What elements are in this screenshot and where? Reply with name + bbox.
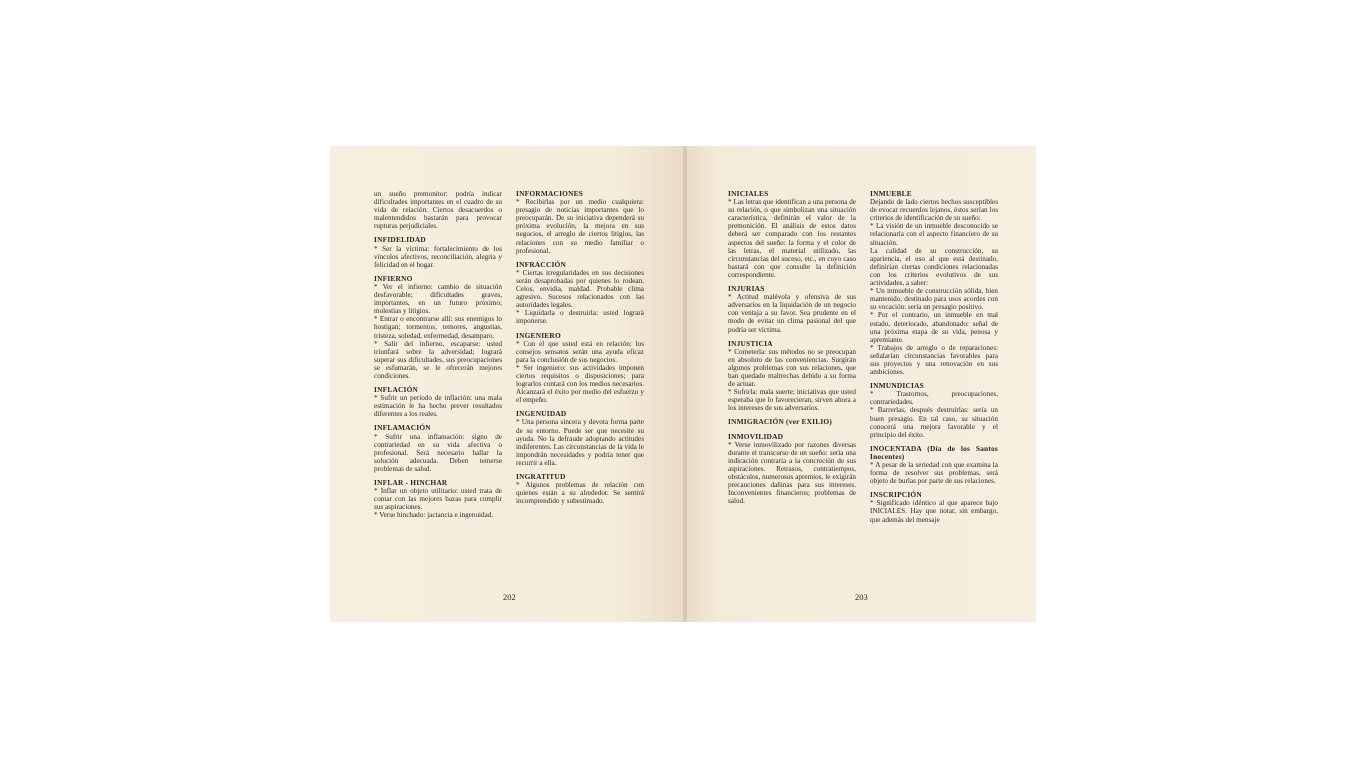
entry-heading: INJUSTICIA — [728, 338, 773, 348]
right-page — [685, 146, 1036, 622]
entry-text: * Una persona sincera y devota forma parte de su entorno. Puede ser que necesite su ayuda. No la defraude adoptando actitudes indiferentes. Las circunstancias de la vida le impondrán necesidades y podría tener que recurrir a ella. — [516, 418, 644, 467]
entry-text: * Por el contrario, un inmueble en mal estado, deteriorado, abandonado: señal de una próxima etapa de su vida, penosa y apremiante. — [870, 311, 998, 344]
entry-heading: INOCENTADA (Día de los Santos Inocentes) — [870, 443, 998, 461]
page-number: 202 — [503, 592, 516, 602]
entry-text: * A pesar de la seriedad con que examina la forma de resolver sus problemas, será objeto de burlas por parte de sus relaciones. — [870, 461, 998, 486]
entry-heading: INGENUIDAD — [516, 409, 567, 419]
page-number: 203 — [855, 592, 868, 602]
book-gutter — [683, 146, 687, 622]
entry-text: * Liquidarla o destruirla: usted logrará imponerse. — [516, 309, 644, 326]
entry-heading: INFLAMACIÓN — [374, 423, 431, 433]
entry-heading: INFLAR - HINCHAR — [374, 478, 448, 487]
entry-text: * Actitud malévola y ofensiva de sus adversarios en la liquidación de un negocio con ventaja a su favor. Sea prudente en el modo de evitar un clima pasional del que podría ser víctima. — [728, 293, 856, 334]
entry-heading: INGRATITUD — [516, 472, 566, 481]
entry-heading: INFORMACIONES — [516, 189, 584, 198]
entry-heading: INMUEBLE — [870, 189, 912, 198]
entry-text: * La visión de un inmueble desconocido se relacionaría con el aspecto financiero de su situación. — [870, 222, 998, 247]
left-page-column-2 — [516, 190, 644, 505]
open-book — [330, 146, 1036, 622]
entry-text: * Inflar un objeto utilitario: usted trata de contar con las mejores bazas para cumplir sus aspiraciones. — [374, 487, 502, 512]
right-page-column-1 — [728, 190, 856, 505]
entry-text: * Un inmueble de construcción sólida, bien mantenido, destinado para usos acordes con su vocación: sería un presagio positivo. — [870, 287, 998, 312]
entry-text: * Significado idéntico al que aparece bajo INICIALES. Hay que notar, sin embargo, que además del mensaje — [870, 499, 998, 524]
entry-text: * Entrar o encontrarse allí: sus enemigos lo hostigan; tormentos, temores, angustias, tristeza, soledad, enfermedad, desamparo. — [374, 315, 502, 340]
entry-text: * Ser la víctima: fortalecimiento de los vínculos afectivos, reconciliación, alegría y felicidad en el hogar. — [374, 244, 502, 269]
entry-text: * Barrerlas, después destruirlas: sería un buen presagio. En tal caso, su situación conocerá una mejora favorable y el principio del éxito. — [870, 406, 998, 439]
entry-text: La calidad de su construcción, su apariencia, el uso al que está destinado, definirían ciertas condiciones relacionadas con los criterios evolutivos de sus actividades, a saber: — [870, 246, 998, 288]
entry-text: Dejando de lado ciertos hechos susceptibles de evocar recuerdos lejanos, éstos serían los criterios de identificación de su sueño: — [870, 198, 998, 223]
entry-heading: INICIALES — [728, 189, 769, 198]
left-page — [330, 146, 685, 622]
entry-text: * Sufrir una inflamación: signo de contrariedad en su vida afectiva o profesional. Será necesario hallar la solución adecuada. Deben temerse problemas de salud. — [374, 432, 502, 473]
entry-heading: INSCRIPCIÓN — [870, 490, 922, 500]
entry-heading: INFLACIÓN — [374, 385, 419, 395]
entry-text: * Ciertas irregularidades en sus decisiones serán desaprobadas por quienes lo rodean. Celos, envidia, maldad. Probable clima agresivo. Sucesos relacionados con las autoridades legales. — [516, 268, 644, 310]
entry-text: * Trabajos de arreglo o de reparaciones: señalarían circunstancias favorables para sus proyectos y una renovación en sus ambiciones. — [870, 343, 998, 377]
entry-heading: INFIERNO — [374, 273, 413, 283]
entry-text: * Recibirlas por un medio cualquiera: presagio de noticias importantes que lo preocuparán. De su iniciativa dependerá su próxima evolución, la mejora en sus negocios, el arreglo de ciertos litigios, las relaciones con su medio familiar o profesional. — [516, 198, 644, 255]
entry-text: * Algunos problemas de relación con quienes están a su alrededor. Se sentirá incomprendido y subestimado. — [516, 481, 644, 506]
entry-heading: INFRACCIÓN — [516, 259, 567, 269]
entry-text: * Ser ingeniero: sus actividades imponen ciertos requisitos o disposiciones; para lograrlos contará con los medios necesarios. Alcanzará el éxito por medio del esfuerzo y el empeño. — [516, 363, 644, 405]
entry-heading: INFIDELIDAD — [374, 235, 426, 245]
right-page-column-2 — [870, 190, 998, 524]
entry-text: * Cometerla: sus métodos no se preocupan en absoluto de las conveniencias. Surgirán algunos problemas con sus relaciones, que han quedado maltrechas debido a su forma de actuar. — [728, 347, 856, 389]
entry-text: * Verse inmovilizado por razones diversas durante el transcurso de un sueño: sería una indicación contraria a la concreción de sus aspiraciones. Retrasos, contratiempos, obstáculos, numerosos apremios, le exigirán precauciones dañinas para sus intereses. Inconvenientes financieros; problemas de salud. — [728, 440, 856, 506]
entry-heading: INMOVILIDAD — [728, 431, 784, 441]
entry-text: * Con el que usted está en relación: los consejos sensatos serán una ayuda eficaz para la conclusión de sus negocios. — [516, 339, 644, 364]
entry-text: * Sufrirla: mala suerte; iniciativas que usted esperaba que lo favorecieran, sirven ahora a los intereses de sus adversarios. — [728, 388, 856, 413]
left-page-column-1 — [374, 190, 502, 519]
entry-heading: INJURIAS — [728, 284, 765, 294]
entry-heading: INMUNDICIAS — [870, 381, 924, 391]
entry-text: * Salir del infierno, escaparse: usted triunfará sobre la adversidad; logrará superar sus dificultades, sus preocupaciones se esfumarán, se le ofrecerán mejores condiciones. — [374, 339, 502, 380]
entry-text: * Verse hinchado: jactancia e ingenuidad. — [374, 511, 494, 520]
entry-text: * Trastornos, preocupaciones, contrariedades. — [870, 390, 998, 407]
entry-text: * Ver el infierno: cambio de situación desfavorable; dificultades graves, importantes, en un futuro próximo; molestias y litigios. — [374, 282, 502, 316]
entry-text: * Sufrir un período de inflación: una mala estimación le ha hecho prever resultados diferentes a los reales. — [374, 394, 502, 419]
entry-text: un sueño premonitor: podría indicar dificultades importantes en el cuadro de su vida de relación. Ciertos desacuerdos o malentendidos bastarán para provocar rupturas perjudiciales. — [374, 190, 502, 231]
entry-heading: INGENIERO — [516, 330, 561, 340]
entry-text: * Las letras que identifican a una persona de su relación, o que simbolizan una situación característica, definirán el valor de la premonición. El análisis de estos datos deberá ser comparado con los restantes aspectos del sueño: la forma y el color de las letras, el material utilizado, las circunstancias del suceso, etc., en cuyo caso bastará con que consulte la definición correspondiente. — [728, 198, 856, 279]
entry-heading: INMIGRACIÓN (ver EXILIO) — [728, 417, 833, 427]
